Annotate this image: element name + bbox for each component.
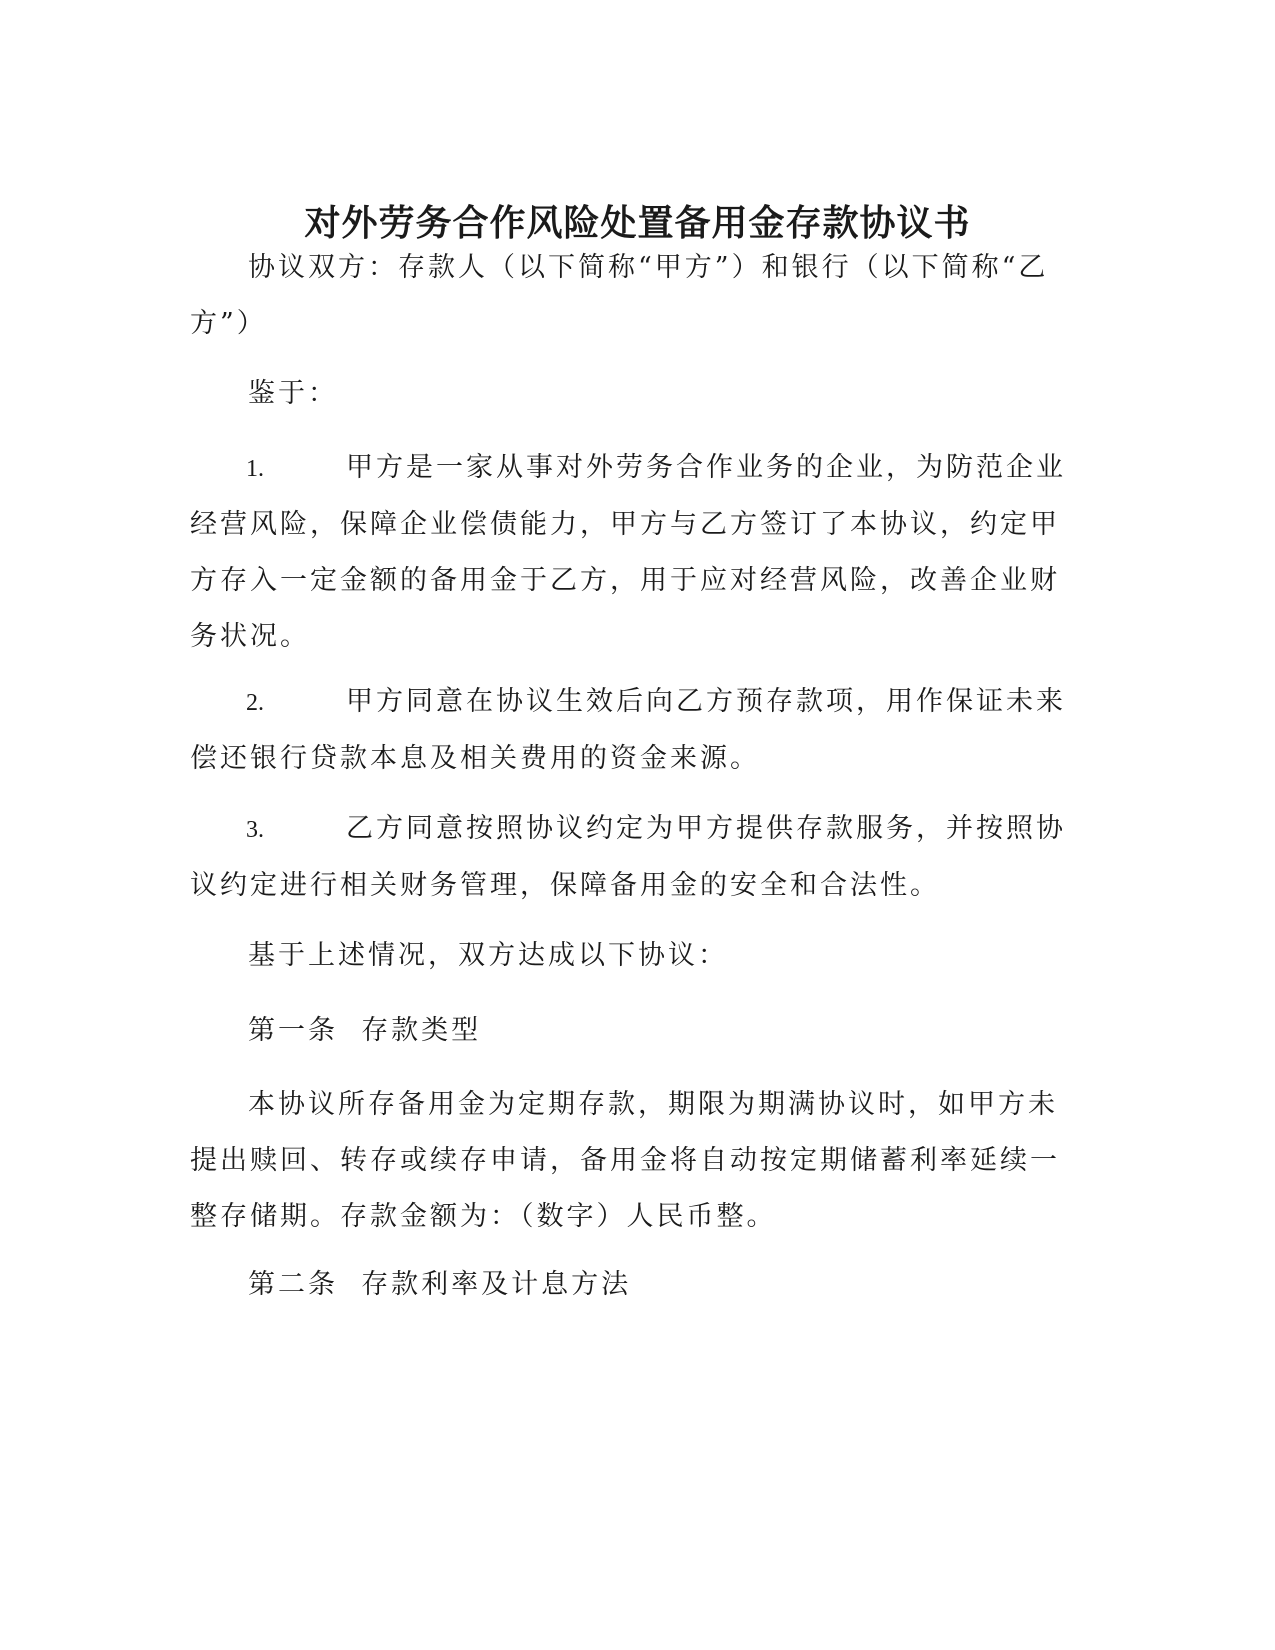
document-title: 对外劳务合作风险处置备用金存款协议书 (304, 202, 971, 244)
item-number: 3. (246, 817, 264, 843)
parties-paragraph: 协议双方：存款人（以下简称“甲方”）和银行（以下简称“乙方”） (190, 252, 1049, 339)
article-2-heading: 第二条 存款利率及计息方法 (248, 1269, 632, 1300)
article-1-heading: 第一条 存款类型 (248, 1015, 482, 1046)
item-text: 甲方同意在协议生效后向乙方预存款项，用作保证未来偿还银行贷款本息及相关费用的资金来源。 (190, 686, 1066, 774)
whereas-item-1 (190, 440, 1070, 665)
whereas-item-3 (190, 801, 1070, 914)
item-number: 2. (246, 690, 264, 716)
agreement-intro: 基于上述情况，双方达成以下协议： (248, 940, 728, 971)
whereas-label: 鉴于： (248, 378, 338, 409)
item-text: 乙方同意按照协议约定为甲方提供存款服务，并按照协议约定进行相关财务管理，保障备用金的安全和合法性。 (190, 813, 1066, 901)
item-number: 1. (246, 456, 264, 482)
whereas-item-2 (190, 674, 1070, 787)
article-1-body: 本协议所存备用金为定期存款，期限为期满协议时，如甲方未提出赎回、转存或续存申请，备用金将自动按定期储蓄利率延续一整存储期。存款金额为：（数字）人民币整。 (190, 1089, 1060, 1232)
item-text: 甲方是一家从事对外劳务合作业务的企业，为防范企业经营风险，保障企业偿债能力，甲方与乙方签订了本协议，约定甲方存入一定金额的备用金于乙方，用于应对经营风险，改善企业财务状况。 (190, 452, 1066, 652)
